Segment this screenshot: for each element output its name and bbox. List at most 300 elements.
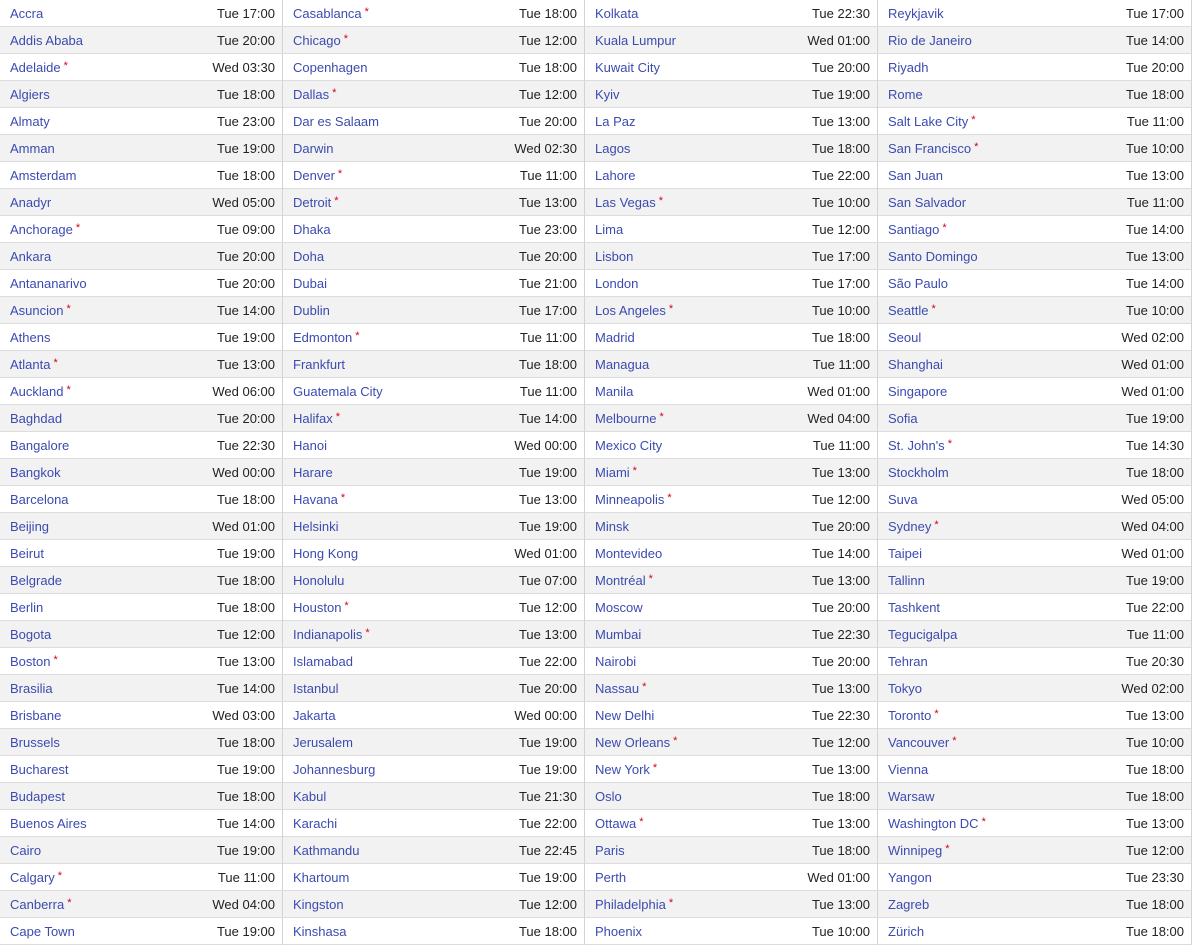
city-link[interactable]: Hong Kong — [293, 545, 359, 561]
city-link[interactable]: Lagos — [595, 140, 631, 156]
table-row — [283, 162, 584, 189]
city-cell — [888, 681, 922, 696]
local-time: Tue 17:00 — [1125, 5, 1184, 21]
city-link[interactable]: Kuwait City — [595, 59, 661, 75]
table-row — [585, 648, 877, 675]
local-time: Tue 19:00 — [518, 761, 577, 777]
city-link[interactable]: Edmonton — [293, 329, 353, 345]
city-cell — [888, 816, 986, 831]
city-link[interactable]: Mumbai — [595, 626, 642, 642]
city-link[interactable]: San Juan — [888, 167, 943, 183]
dst-asterisk-icon: * — [340, 491, 346, 504]
table-row — [0, 270, 282, 297]
table-row — [0, 0, 282, 27]
dst-asterisk-icon: * — [364, 5, 369, 18]
local-time: Tue 13:00 — [216, 356, 275, 372]
city-link[interactable]: Philadelphia — [595, 896, 666, 912]
city-link[interactable]: Algiers — [10, 86, 50, 102]
city-link[interactable]: Hanoi — [293, 437, 327, 453]
city-link[interactable]: Khartoum — [293, 869, 350, 885]
dst-asterisk-icon: * — [658, 194, 663, 207]
table-row — [878, 270, 1191, 297]
table-row — [283, 783, 584, 810]
city-link[interactable]: Tallinn — [888, 572, 925, 588]
city-cell — [888, 735, 956, 750]
city-link[interactable]: Indianapolis — [293, 626, 363, 642]
city-link[interactable]: Warsaw — [888, 788, 935, 804]
city-link[interactable]: Anadyr — [10, 194, 52, 210]
city-link[interactable]: Reykjavik — [888, 5, 944, 21]
dst-asterisk-icon: * — [344, 599, 349, 612]
city-link[interactable]: Melbourne — [595, 410, 657, 426]
local-time: Tue 19:00 — [216, 140, 275, 156]
city-link[interactable]: Vienna — [888, 761, 929, 777]
local-time: Tue 22:00 — [518, 653, 577, 669]
city-link[interactable]: Oslo — [595, 788, 622, 804]
table-row — [585, 756, 877, 783]
table-row — [0, 351, 282, 378]
city-cell — [293, 168, 342, 183]
city-link[interactable]: Belgrade — [10, 572, 63, 588]
table-row — [283, 135, 584, 162]
city-link[interactable]: Minsk — [595, 518, 629, 534]
city-link[interactable]: Suva — [888, 491, 918, 507]
city-link[interactable]: Minneapolis — [595, 491, 665, 507]
city-link[interactable]: Cape Town — [10, 923, 75, 939]
city-link[interactable]: Asuncion — [10, 302, 64, 318]
city-link[interactable]: Perth — [595, 869, 627, 885]
city-link[interactable]: Nassau — [595, 680, 640, 696]
table-row — [0, 513, 282, 540]
table-row — [283, 0, 584, 27]
dst-asterisk-icon: * — [355, 329, 360, 342]
table-row — [585, 540, 877, 567]
city-cell — [293, 924, 346, 939]
city-link[interactable]: Accra — [10, 5, 44, 21]
local-time: Tue 13:00 — [1125, 167, 1184, 183]
city-cell — [595, 600, 643, 615]
city-link[interactable]: Kolkata — [595, 5, 639, 21]
local-time: Wed 05:00 — [1121, 491, 1184, 507]
city-link[interactable]: Moscow — [595, 599, 643, 615]
city-cell — [293, 60, 367, 75]
table-row — [0, 432, 282, 459]
local-time: Tue 10:00 — [1125, 302, 1184, 318]
city-link[interactable]: Madrid — [595, 329, 635, 345]
local-time: Tue 14:00 — [216, 302, 275, 318]
local-time: Tue 19:00 — [518, 518, 577, 534]
city-link[interactable]: Zürich — [888, 923, 925, 939]
table-row — [0, 648, 282, 675]
local-time: Tue 11:00 — [519, 167, 577, 183]
city-link[interactable]: Jerusalem — [293, 734, 353, 750]
local-time: Tue 07:00 — [518, 572, 577, 588]
city-link[interactable]: Nairobi — [595, 653, 637, 669]
city-link[interactable]: Los Angeles — [595, 302, 666, 318]
city-link[interactable]: Athens — [10, 329, 51, 345]
city-link[interactable]: Bucharest — [10, 761, 69, 777]
city-link[interactable]: Guatemala City — [293, 383, 383, 399]
city-link[interactable]: Auckland — [10, 383, 64, 399]
local-time: Tue 18:00 — [518, 59, 577, 75]
city-link[interactable]: Boston — [10, 653, 51, 669]
city-link[interactable]: Brussels — [10, 734, 60, 750]
table-row — [878, 567, 1191, 594]
table-row — [283, 459, 584, 486]
local-time: Tue 22:45 — [518, 842, 577, 858]
city-link[interactable]: Doha — [293, 248, 325, 264]
table-row — [0, 756, 282, 783]
city-link[interactable]: Sofia — [888, 410, 918, 426]
table-row — [585, 54, 877, 81]
table-row — [0, 486, 282, 513]
city-link[interactable]: Jakarta — [293, 707, 336, 723]
city-link[interactable]: St. John's — [888, 437, 945, 453]
table-row — [0, 405, 282, 432]
city-cell — [293, 627, 370, 642]
local-time: Tue 18:00 — [216, 86, 275, 102]
city-link[interactable]: Winnipeg — [888, 842, 943, 858]
city-cell — [888, 492, 918, 507]
city-link[interactable]: Salt Lake City — [888, 113, 969, 129]
table-row — [283, 243, 584, 270]
dst-asterisk-icon: * — [934, 518, 939, 531]
local-time: Tue 19:00 — [216, 545, 275, 561]
local-time: Tue 21:00 — [518, 275, 577, 291]
city-link[interactable]: Yangon — [888, 869, 932, 885]
city-link[interactable]: Atlanta — [10, 356, 51, 372]
city-cell — [293, 87, 336, 102]
local-time: Tue 13:00 — [811, 113, 870, 129]
dst-asterisk-icon: * — [648, 572, 653, 585]
city-link[interactable]: Seoul — [888, 329, 922, 345]
city-link[interactable]: Kuala Lumpur — [595, 32, 676, 48]
local-time: Tue 18:00 — [216, 167, 275, 183]
city-link[interactable]: Rio de Janeiro — [888, 32, 972, 48]
city-cell — [293, 33, 348, 48]
city-cell — [595, 330, 635, 345]
city-cell — [888, 627, 957, 642]
city-link[interactable]: Chicago — [293, 32, 341, 48]
city-link[interactable]: Addis Ababa — [10, 32, 84, 48]
local-time: Tue 20:00 — [216, 410, 275, 426]
local-time: Tue 20:00 — [216, 275, 275, 291]
city-link[interactable]: Amsterdam — [10, 167, 77, 183]
city-link[interactable]: Manila — [595, 383, 634, 399]
city-link[interactable]: Detroit — [293, 194, 332, 210]
dst-asterisk-icon: * — [332, 86, 337, 99]
city-link[interactable]: Kinshasa — [293, 923, 347, 939]
city-link[interactable]: Dublin — [293, 302, 330, 318]
dst-asterisk-icon: * — [335, 410, 341, 423]
city-link[interactable]: Karachi — [293, 815, 338, 831]
city-link[interactable]: São Paulo — [888, 275, 948, 291]
table-row — [878, 189, 1191, 216]
local-time: Tue 12:00 — [216, 626, 275, 642]
city-link[interactable]: Vancouver — [888, 734, 950, 750]
dst-asterisk-icon: * — [343, 32, 348, 45]
city-link[interactable]: Beijing — [10, 518, 50, 534]
city-link[interactable]: Santiago — [888, 221, 940, 237]
city-link[interactable]: Brasilia — [10, 680, 53, 696]
city-link[interactable]: Lisbon — [595, 248, 634, 264]
city-column-2 — [283, 0, 585, 945]
local-time: Wed 05:00 — [212, 194, 275, 210]
city-link[interactable]: Rome — [888, 86, 923, 102]
local-time: Tue 11:00 — [812, 437, 870, 453]
city-link[interactable]: Amman — [10, 140, 55, 156]
city-link[interactable]: Montréal — [595, 572, 646, 588]
city-link[interactable]: Lahore — [595, 167, 636, 183]
city-link[interactable]: San Francisco — [888, 140, 972, 156]
city-link[interactable]: Las Vegas — [595, 194, 656, 210]
city-link[interactable]: Istanbul — [293, 680, 339, 696]
local-time: Wed 03:30 — [212, 59, 275, 75]
table-row — [878, 27, 1191, 54]
table-row — [283, 864, 584, 891]
table-row — [283, 594, 584, 621]
city-link[interactable]: Tokyo — [888, 680, 922, 696]
city-cell — [10, 60, 68, 75]
local-time: Tue 11:00 — [1126, 626, 1184, 642]
city-column-4 — [878, 0, 1192, 945]
city-link[interactable]: Budapest — [10, 788, 65, 804]
city-link[interactable]: Antananarivo — [10, 275, 87, 291]
city-link[interactable]: Copenhagen — [293, 59, 368, 75]
dst-asterisk-icon: * — [334, 194, 339, 207]
local-time: Tue 11:00 — [519, 329, 577, 345]
city-link[interactable]: Kingston — [293, 896, 344, 912]
city-link[interactable]: Ottawa — [595, 815, 637, 831]
city-link[interactable]: Brisbane — [10, 707, 62, 723]
local-time: Tue 17:00 — [216, 5, 275, 21]
city-cell — [10, 546, 44, 561]
city-link[interactable]: Toronto — [888, 707, 932, 723]
city-link[interactable]: Denver — [293, 167, 335, 183]
city-cell — [10, 519, 49, 534]
city-cell — [595, 249, 633, 264]
city-link[interactable]: Buenos Aires — [10, 815, 87, 831]
city-cell — [888, 573, 925, 588]
local-time: Tue 14:00 — [216, 680, 275, 696]
city-link[interactable]: Honolulu — [293, 572, 345, 588]
city-cell — [888, 60, 928, 75]
local-time: Tue 21:30 — [518, 788, 577, 804]
city-link[interactable]: Dallas — [293, 86, 330, 102]
city-link[interactable]: Lima — [595, 221, 624, 237]
table-row — [0, 864, 282, 891]
city-link[interactable]: Phoenix — [595, 923, 642, 939]
city-cell — [10, 141, 55, 156]
city-cell — [293, 708, 336, 723]
city-cell — [293, 465, 333, 480]
dst-asterisk-icon: * — [53, 356, 58, 369]
city-link[interactable]: Tashkent — [888, 599, 941, 615]
table-row — [283, 189, 584, 216]
city-link[interactable]: New Delhi — [595, 707, 655, 723]
city-link[interactable]: Barcelona — [10, 491, 69, 507]
city-link[interactable]: Houston — [293, 599, 342, 615]
table-row — [878, 0, 1191, 27]
city-cell — [595, 897, 673, 912]
city-link[interactable]: Johannesburg — [293, 761, 376, 777]
city-link[interactable]: Cairo — [10, 842, 42, 858]
city-link[interactable]: Anchorage — [10, 221, 73, 237]
local-time: Tue 18:00 — [1125, 788, 1184, 804]
city-link[interactable]: Taipei — [888, 545, 922, 561]
city-cell — [888, 33, 972, 48]
table-row — [0, 702, 282, 729]
local-time: Wed 04:00 — [212, 896, 275, 912]
city-cell — [293, 600, 349, 615]
city-link[interactable]: Tehran — [888, 653, 928, 669]
local-time: Tue 12:00 — [811, 734, 870, 750]
city-link[interactable]: Helsinki — [293, 518, 339, 534]
city-link[interactable]: Darwin — [293, 140, 334, 156]
city-cell — [10, 384, 71, 399]
table-row — [878, 540, 1191, 567]
city-cell — [595, 141, 630, 156]
city-cell — [10, 708, 61, 723]
city-link[interactable]: Santo Domingo — [888, 248, 978, 264]
table-row — [585, 27, 877, 54]
city-cell — [10, 843, 41, 858]
city-link[interactable]: Bogota — [10, 626, 52, 642]
city-link[interactable]: La Paz — [595, 113, 636, 129]
city-link[interactable]: Bangkok — [10, 464, 61, 480]
city-link[interactable]: Kathmandu — [293, 842, 360, 858]
city-link[interactable]: Harare — [293, 464, 333, 480]
city-cell — [595, 681, 646, 696]
local-time: Wed 01:00 — [1121, 356, 1184, 372]
city-link[interactable]: Kabul — [293, 788, 327, 804]
city-cell — [293, 195, 339, 210]
table-row — [283, 351, 584, 378]
city-link[interactable]: Casablanca — [293, 5, 362, 21]
city-cell — [10, 438, 69, 453]
city-link[interactable]: Seattle — [888, 302, 929, 318]
city-link[interactable]: Berlin — [10, 599, 44, 615]
city-cell — [888, 519, 939, 534]
city-cell — [888, 762, 928, 777]
local-time: Tue 10:00 — [1125, 734, 1184, 750]
city-link[interactable]: Zagreb — [888, 896, 930, 912]
city-link[interactable]: Managua — [595, 356, 650, 372]
city-cell — [293, 897, 344, 912]
table-row — [0, 594, 282, 621]
city-link[interactable]: Bangalore — [10, 437, 70, 453]
city-link[interactable]: San Salvador — [888, 194, 967, 210]
city-link[interactable]: Tegucigalpa — [888, 626, 958, 642]
local-time: Tue 13:00 — [1125, 707, 1184, 723]
table-row — [0, 459, 282, 486]
local-time: Tue 14:00 — [1125, 275, 1184, 291]
city-cell — [293, 519, 339, 534]
local-time: Tue 12:00 — [811, 491, 870, 507]
local-time: Wed 01:00 — [807, 869, 870, 885]
city-link[interactable]: Dhaka — [293, 221, 331, 237]
city-link[interactable]: Stockholm — [888, 464, 949, 480]
table-row — [585, 0, 877, 27]
city-cell — [595, 654, 636, 669]
city-link[interactable]: Paris — [595, 842, 625, 858]
city-link[interactable]: Almaty — [10, 113, 50, 129]
local-time: Tue 10:00 — [811, 194, 870, 210]
city-cell — [888, 330, 921, 345]
city-link[interactable]: Shanghai — [888, 356, 943, 372]
local-time: Tue 13:00 — [1125, 815, 1184, 831]
local-time: Tue 19:00 — [518, 464, 577, 480]
city-cell — [10, 735, 60, 750]
city-cell — [293, 114, 379, 129]
table-row — [585, 864, 877, 891]
city-link[interactable]: Adelaide — [10, 59, 61, 75]
table-row — [878, 378, 1191, 405]
local-time: Wed 02:00 — [1121, 680, 1184, 696]
city-link[interactable]: Riyadh — [888, 59, 929, 75]
city-cell — [888, 6, 944, 21]
city-cell — [10, 222, 80, 237]
table-row — [283, 918, 584, 945]
city-cell — [595, 384, 633, 399]
local-time: Tue 11:00 — [812, 356, 870, 372]
local-time: Wed 00:00 — [514, 437, 577, 453]
city-link[interactable]: Sydney — [888, 518, 932, 534]
table-row — [283, 216, 584, 243]
city-link[interactable]: Baghdad — [10, 410, 63, 426]
city-link[interactable]: Kyiv — [595, 86, 620, 102]
city-link[interactable]: London — [595, 275, 639, 291]
city-cell — [888, 546, 922, 561]
city-cell — [293, 141, 333, 156]
dst-asterisk-icon: * — [934, 707, 939, 720]
city-link[interactable]: Miami — [595, 464, 630, 480]
city-link[interactable]: New Orleans — [595, 734, 671, 750]
city-link[interactable]: Halifax — [293, 410, 333, 426]
local-time: Tue 19:00 — [518, 734, 577, 750]
city-link[interactable]: Havana — [293, 491, 338, 507]
city-link[interactable]: Dubai — [293, 275, 327, 291]
table-row — [585, 594, 877, 621]
city-link[interactable]: Calgary — [10, 869, 55, 885]
city-link[interactable]: New York — [595, 761, 650, 777]
city-link[interactable]: Dar es Salaam — [293, 113, 379, 129]
table-row — [585, 459, 877, 486]
city-link[interactable]: Singapore — [888, 383, 948, 399]
table-row — [585, 135, 877, 162]
city-cell — [888, 897, 929, 912]
city-cell — [293, 681, 339, 696]
city-link[interactable]: Beirut — [10, 545, 44, 561]
local-time: Tue 22:00 — [811, 167, 870, 183]
local-time: Tue 19:00 — [216, 923, 275, 939]
local-time: Tue 11:00 — [1126, 113, 1184, 129]
local-time: Wed 01:00 — [1121, 545, 1184, 561]
city-link[interactable]: Islamabad — [293, 653, 353, 669]
local-time: Tue 22:00 — [1125, 599, 1184, 615]
city-link[interactable]: Canberra — [10, 896, 65, 912]
city-cell — [293, 276, 327, 291]
local-time: Tue 12:00 — [1125, 842, 1184, 858]
city-link[interactable]: Washington DC — [888, 815, 979, 831]
city-link[interactable]: Mexico City — [595, 437, 663, 453]
city-cell — [888, 249, 978, 264]
city-link[interactable]: Ankara — [10, 248, 52, 264]
city-cell — [293, 762, 375, 777]
city-link[interactable]: Frankfurt — [293, 356, 346, 372]
city-link[interactable]: Montevideo — [595, 545, 663, 561]
city-cell — [595, 627, 641, 642]
